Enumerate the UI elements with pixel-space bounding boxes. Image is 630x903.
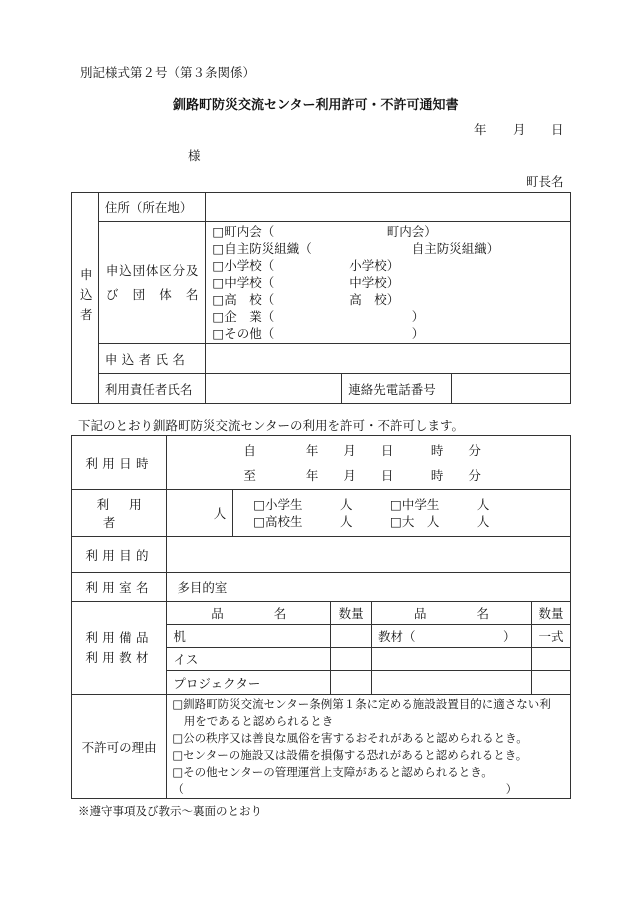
datetime-to: 至 年 月 日 時 分 xyxy=(243,467,481,483)
material-qty[interactable] xyxy=(532,648,571,671)
room-value[interactable]: 多目的室 xyxy=(167,573,571,602)
purpose-field[interactable] xyxy=(167,537,571,573)
category-label: 申込団体区分及び団体名 xyxy=(98,222,206,344)
refusal-reason-3[interactable]: □センターの施設又は設備を損傷する恐れがあると認められるとき。 xyxy=(172,747,528,762)
equipment-qty[interactable] xyxy=(331,671,372,695)
applicant-name-field[interactable] xyxy=(206,344,571,374)
category-option-neighborhood[interactable]: □町内会（ 町内会） xyxy=(212,224,437,239)
applicant-table xyxy=(71,192,571,404)
refusal-reasons[interactable] xyxy=(167,695,571,799)
address-label: 住所（所在地） xyxy=(98,193,206,222)
refusal-reason-2[interactable]: □公の秩序又は善良な風俗を害するおそれがあると認められるとき。 xyxy=(172,730,528,745)
users-total-field[interactable]: 人 xyxy=(167,490,233,537)
equipment-item[interactable]: イス xyxy=(167,648,331,671)
purpose-label: 利用目的 xyxy=(72,537,167,573)
date-day: 日 xyxy=(551,122,564,137)
category-options[interactable] xyxy=(206,222,571,344)
category-option-disaster-org[interactable]: □自主防災組織（ 自主防災組織） xyxy=(212,241,500,256)
equipment-col-item-left: 品 名 xyxy=(167,602,331,625)
footnote: ※遵守事項及び教示～裏面のとおり xyxy=(78,804,262,818)
category-option-junior-high[interactable]: □中学校（ 中学校） xyxy=(212,275,400,290)
users-breakdown[interactable] xyxy=(233,490,571,537)
material-item[interactable]: 教材（ ） xyxy=(372,625,532,648)
equipment-item[interactable]: プロジェクター xyxy=(167,671,331,695)
equipment-qty[interactable] xyxy=(331,625,372,648)
category-option-other[interactable]: □その他（ ） xyxy=(212,326,425,341)
room-label: 利用室名 xyxy=(72,573,167,602)
issuer-name: 町長名 xyxy=(526,174,564,189)
phone-field[interactable] xyxy=(452,374,571,404)
page-title: 釧路町防災交流センター利用許可・不許可通知書 xyxy=(173,98,459,113)
category-option-elementary[interactable]: □小学校（ 小学校） xyxy=(212,258,400,273)
material-qty[interactable] xyxy=(532,671,571,695)
applicant-name-label: 申込者氏名 xyxy=(98,344,206,374)
date-year: 年 xyxy=(474,122,487,137)
material-item[interactable] xyxy=(372,671,532,695)
users-label: 利用者 xyxy=(72,490,167,537)
datetime-from: 自 年 月 日 時 分 xyxy=(243,442,481,458)
refusal-reason-4[interactable]: □その他センターの管理運営上支障があると認められるとき。 xyxy=(172,764,493,779)
form-reference: 別記様式第２号（第３条関係） xyxy=(80,65,256,80)
responsible-person-field[interactable] xyxy=(206,374,342,404)
equipment-col-item-right: 品 名 xyxy=(372,602,532,625)
datetime-label: 利用日時 xyxy=(72,436,167,490)
equipment-qty[interactable] xyxy=(331,648,372,671)
address-field[interactable] xyxy=(206,193,571,222)
usage-table xyxy=(71,435,571,799)
applicant-group-label: 申込者 xyxy=(72,193,99,404)
users-row-2: □高校生 人 □大 人 人 xyxy=(253,514,490,529)
refusal-reason-detail[interactable]: （ ） xyxy=(172,781,518,796)
responsible-person-label: 利用責任者氏名 xyxy=(98,374,206,404)
addressee-suffix: 様 xyxy=(188,148,201,163)
datetime-field[interactable] xyxy=(167,436,571,490)
material-qty[interactable]: 一式 xyxy=(532,625,571,648)
refusal-reason-label: 不許可の理由 xyxy=(72,695,167,799)
phone-label: 連絡先電話番号 xyxy=(342,374,452,404)
category-option-company[interactable]: □企 業（ ） xyxy=(212,309,425,324)
category-option-high-school[interactable]: □高 校（ 高 校） xyxy=(212,292,400,307)
material-item[interactable] xyxy=(372,648,532,671)
refusal-reason-1-cont: 用をであると認められるとき xyxy=(172,713,334,728)
date-month: 月 xyxy=(513,122,526,137)
refusal-reason-1[interactable]: □釧路町防災交流センター条例第１条に定める施設設置目的に適さない利 xyxy=(172,696,551,711)
equipment-item[interactable]: 机 xyxy=(167,625,331,648)
permission-statement: 下記のとおり釧路町防災交流センターの利用を許可・不許可します。 xyxy=(78,418,465,433)
equipment-label: 利用備品 利用教材 xyxy=(72,602,167,695)
equipment-col-qty-right: 数量 xyxy=(532,602,571,625)
users-row-1: □小学生 人 □中学生 人 xyxy=(253,497,490,512)
equipment-col-qty-left: 数量 xyxy=(331,602,372,625)
